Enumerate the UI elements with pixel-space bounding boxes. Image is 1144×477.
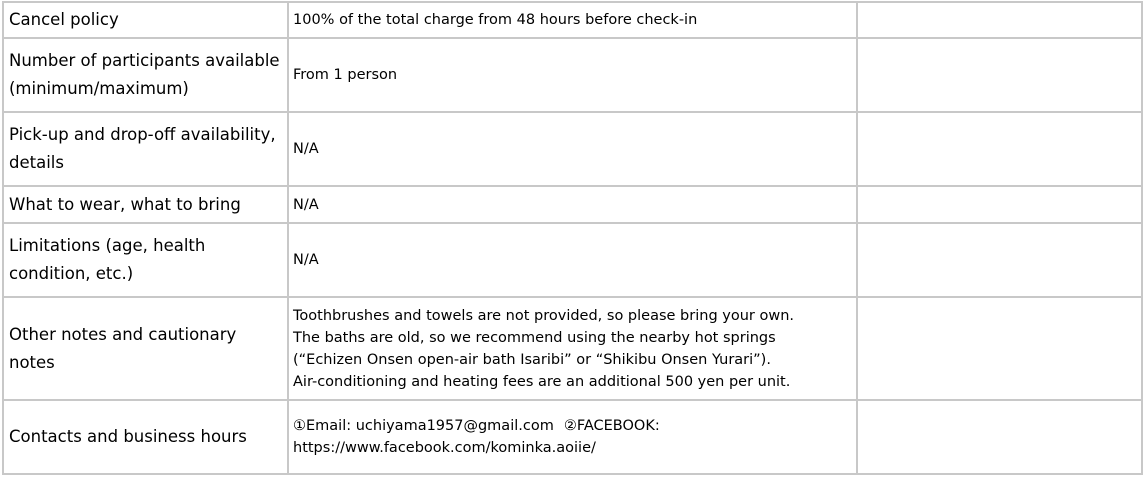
row-label: Pick-up and drop-off availability, details — [3, 112, 288, 186]
row-value — [288, 112, 857, 186]
table-row-contacts — [3, 400, 1142, 474]
table-row-cancel-policy — [3, 2, 1142, 38]
facebook-contact: ②FACEBOOK: — [563, 418, 660, 434]
value-line: From 1 person — [293, 67, 398, 83]
row-value — [288, 2, 857, 38]
row-extra — [857, 223, 1142, 297]
table-row-what-to-wear — [3, 186, 1142, 223]
row-extra — [857, 400, 1142, 474]
value-line: N/A — [293, 196, 319, 213]
table-row-participants — [3, 38, 1142, 112]
row-extra — [857, 297, 1142, 400]
value-line: 100% of the total charge from 48 hours before check-in — [293, 12, 698, 28]
row-extra — [857, 38, 1142, 112]
row-extra — [857, 112, 1142, 186]
value-line: N/A — [293, 141, 319, 157]
row-value — [288, 186, 857, 223]
value-line: Toothbrushes and towels are not provided, so please bring your own. — [293, 307, 795, 324]
row-value — [288, 38, 857, 112]
table-row-limitations — [3, 223, 1142, 297]
row-label: Number of participants available (minimum/maximum) — [3, 38, 288, 112]
row-value — [288, 400, 857, 474]
email-contact: ①Email: uchiyama1957@gmail.com — [293, 418, 554, 434]
row-label: Other notes and cautionary notes — [3, 297, 288, 400]
info-table — [2, 1, 1143, 475]
row-label: What to wear, what to bring — [3, 186, 288, 223]
value-line: The baths are old, so we recommend using the nearby hot springs — [293, 329, 776, 346]
row-label: Cancel policy — [3, 2, 288, 38]
row-extra — [857, 2, 1142, 38]
value-line: Air-conditioning and heating fees are an additional 500 yen per unit. — [293, 373, 791, 390]
value-line: (“Echizen Onsen open-air bath Isaribi” or “Shikibu Onsen Yurari”). — [293, 351, 771, 368]
value-line: N/A — [293, 252, 319, 268]
row-value — [288, 297, 857, 400]
facebook-url: https://www.facebook.com/kominka.aoiie/ — [293, 440, 596, 456]
row-label: Limitations (age, health condition, etc.) — [3, 223, 288, 297]
row-label: Contacts and business hours — [3, 400, 288, 474]
table-row-other-notes — [3, 297, 1142, 400]
row-value — [288, 223, 857, 297]
contact-line — [293, 415, 852, 437]
row-extra — [857, 186, 1142, 223]
table-row-pickup-dropoff — [3, 112, 1142, 186]
